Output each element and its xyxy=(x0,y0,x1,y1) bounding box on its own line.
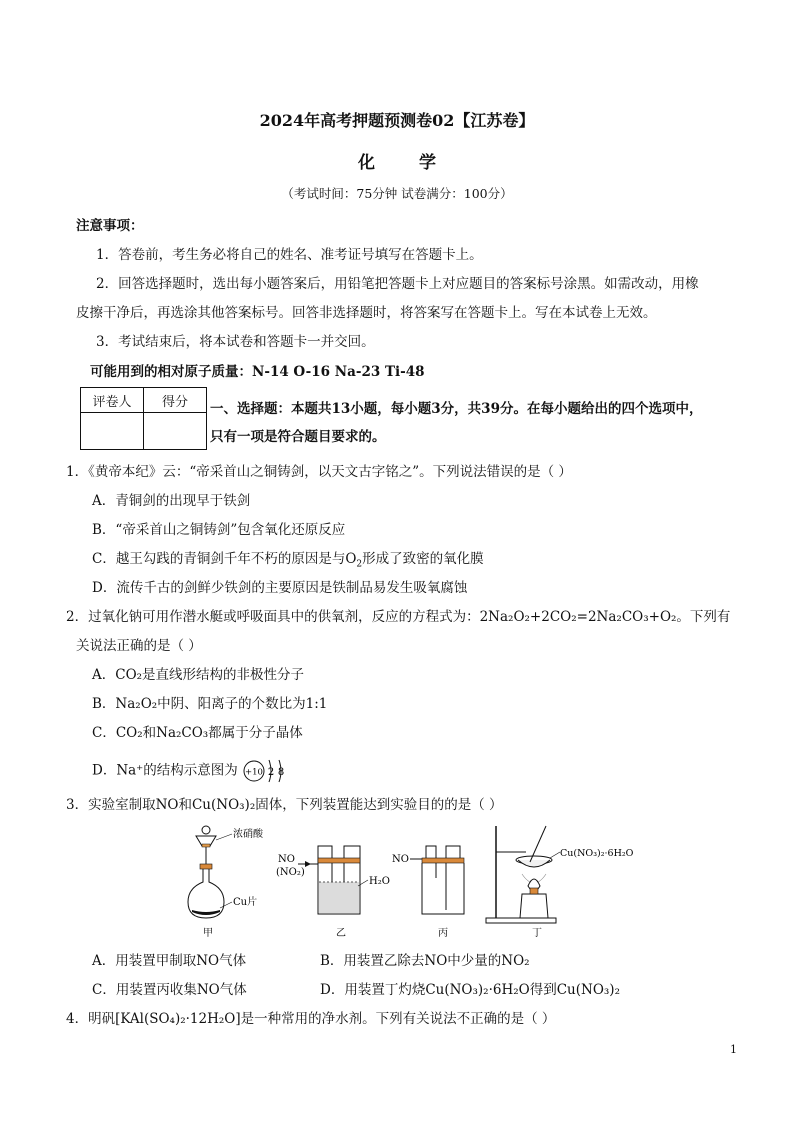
notice-item-2-cont: 皮擦干净后，再选涂其他答案标号。回答非选择题时，将答案写在答题卡上。写在本试卷上无效。 xyxy=(76,305,657,321)
q2-option-b: B．Na₂O₂中阴、阳离子的个数比为1:1 xyxy=(92,696,328,712)
q3-stem: 3．实验室制取NO和Cu(NO₃)₂固体，下列装置能达到实验目的的是（ ） xyxy=(66,797,503,813)
label-jia: 甲 xyxy=(203,928,213,939)
q3-option-b: B．用装置乙除去NO中少量的NO₂ xyxy=(320,953,530,969)
q2-option-d-text: D．Na⁺的结构示意图为 xyxy=(92,762,238,779)
label-copper-sheet: Cu片 xyxy=(233,897,258,908)
q2-option-d xyxy=(92,756,294,786)
page-number: 1 xyxy=(730,1043,737,1056)
electron-shell-count-1: 2 xyxy=(267,767,275,778)
notice-item-2: 2．回答选择题时，选出每小题答案后，用铅笔把答题卡上对应题目的答案标号涂黑。如需改动，用橡 xyxy=(96,276,699,292)
label-concentrated-nitric-acid: 浓硝酸 xyxy=(233,829,263,840)
score-table-header-score: 得分 xyxy=(144,388,207,413)
label-no-inlet: NO xyxy=(278,854,295,865)
apparatus-bing xyxy=(392,846,464,939)
q4-stem: 4．明矾[KAl(SO₄)₂·12H₂O]是一种常用的净水剂。下列有关说法不正确的是（ ） xyxy=(66,1011,556,1027)
q2-stem-line2: 关说法正确的是（ ） xyxy=(76,638,202,654)
exam-info: （考试时间：75分钟 试卷满分：100分） xyxy=(281,186,513,201)
section-heading-line2: 只有一项是符合题目要求的。 xyxy=(210,429,386,445)
q3-option-a: A．用装置甲制取NO气体 xyxy=(92,953,247,969)
funnel-stopper-icon xyxy=(202,826,210,834)
q3-apparatus-figure xyxy=(170,822,640,942)
atomic-masses: 可能用到的相对原子质量：N-14 O-16 Na-23 Ti-48 xyxy=(90,364,425,380)
electron-shell-count-2: 8 xyxy=(277,767,285,778)
score-table-cell-grader xyxy=(81,413,144,450)
score-table-header-grader: 评卷人 xyxy=(81,388,144,413)
label-bing: 丙 xyxy=(438,928,448,939)
q3-option-c: C．用装置丙收集NO气体 xyxy=(92,982,247,998)
q2-option-a: A．CO₂是直线形结构的非极性分子 xyxy=(92,667,305,683)
q1-option-c xyxy=(92,547,484,570)
notice-item-1: 1．答卷前，考生务必将自己的姓名、准考证号填写在答题卡上。 xyxy=(96,247,483,263)
stand-base xyxy=(486,918,556,923)
flask-stopper xyxy=(200,864,212,869)
apparatus-yi xyxy=(276,846,390,939)
q1-option-b: B．“帝采首山之铜铸剑”包含氧化还原反应 xyxy=(92,522,346,538)
subject-char-1: 化 xyxy=(358,153,375,173)
q2-stem-line1 xyxy=(66,605,730,625)
label-copper-nitrate-hydrate: Cu(NO₃)₂·6H₂O xyxy=(560,848,634,859)
label-yi: 乙 xyxy=(336,928,346,939)
score-table xyxy=(80,387,207,450)
q1-option-c-pre: C．越王勾践的青铜剑千年不朽的原因是与O xyxy=(92,551,357,567)
q1-option-c-sub: 2 xyxy=(356,559,363,570)
label-water: H₂O xyxy=(369,876,390,887)
exam-title: 2024年高考押题预测卷02【江苏卷】 xyxy=(259,111,535,130)
apparatus-jia xyxy=(188,826,264,939)
q3-option-d: D．用装置丁灼烧Cu(NO₃)₂·6H₂O得到Cu(NO₃)₂ xyxy=(320,982,620,998)
q2-equation: 2Na₂O₂+2CO₂=2Na₂CO₃+O₂ xyxy=(479,609,677,625)
apparatus-ding xyxy=(486,826,634,939)
q2-stem-post: 。下列有 xyxy=(676,609,731,625)
section-heading-line1: 一、选择题：本题共13小题，每小题3分，共39分。在每小题给出的四个选项中， xyxy=(210,401,703,417)
q1-option-d: D．流传千古的剑鲜少铁剑的主要原因是铁制品易发生吸氧腐蚀 xyxy=(92,580,468,596)
q1-stem: 1．《黄帝本纪》云：“帝采首山之铜铸剑，以天文古字铭之”。下列说法错误的是（ ） xyxy=(66,464,572,480)
evaporating-dish-icon xyxy=(518,860,550,867)
q2-option-c: C．CO₂和Na₂CO₃都属于分子晶体 xyxy=(92,725,303,741)
notice-item-3: 3．考试结束后，将本试卷和答题卡一并交回。 xyxy=(96,334,375,350)
q1-option-c-post: 形成了致密的氧化膜 xyxy=(362,551,484,567)
label-ding: 丁 xyxy=(532,928,542,939)
subject-char-2: 学 xyxy=(419,153,436,173)
q1-option-a: A．青铜剑的出现早于铁剑 xyxy=(92,493,251,509)
q2-stem-pre: 2．过氧化钠可用作潜水艇或呼吸面具中的供氧剂，反应的方程式为： xyxy=(66,609,480,625)
label-no2: (NO₂) xyxy=(276,867,305,878)
label-no-collect: NO xyxy=(392,854,409,865)
subject-title xyxy=(0,148,794,173)
notice-heading: 注意事项： xyxy=(76,218,144,234)
sodium-ion-structure-diagram xyxy=(242,756,294,786)
score-table-cell-score xyxy=(144,413,207,450)
atom-nucleus-label: +10 xyxy=(245,767,264,778)
alcohol-lamp-icon xyxy=(520,894,548,918)
